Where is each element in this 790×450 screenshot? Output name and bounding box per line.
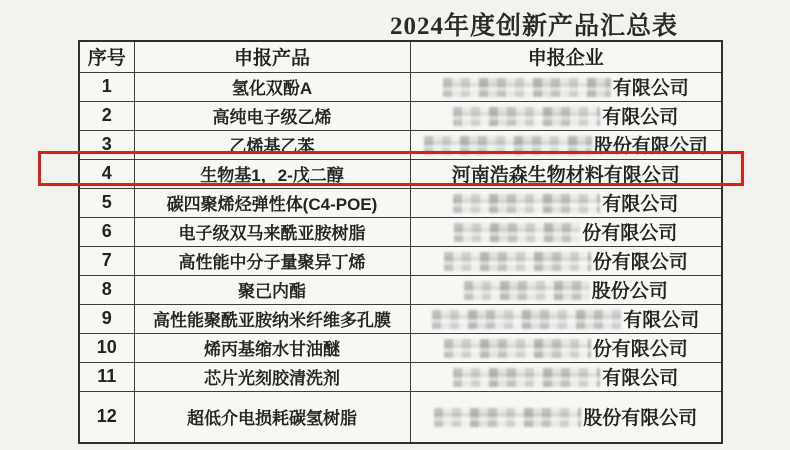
- redacted-company-text: [443, 78, 611, 97]
- table-row: [79, 362, 722, 391]
- company-name: 份有限公司: [592, 339, 688, 360]
- product-name: 高性能聚酰亚胺纳米纤维多孔膜: [134, 304, 410, 333]
- company-cell: [410, 217, 722, 246]
- page-title: 2024年度创新产品汇总表: [389, 13, 679, 40]
- row-number: 10: [79, 333, 134, 362]
- header-row: [79, 41, 722, 72]
- redacted-company-text: [434, 408, 581, 427]
- redacted-company-text: [432, 310, 621, 329]
- col-header-product: 申报产品: [134, 41, 410, 72]
- row-number: 4: [79, 159, 134, 188]
- products-table: [78, 40, 723, 444]
- product-name: 高性能中分子量聚异丁烯: [134, 246, 410, 275]
- company-cell: [410, 130, 722, 159]
- company-cell: [410, 333, 722, 362]
- company-name: 股份公司: [591, 281, 668, 302]
- company-name: 有限公司: [602, 194, 679, 215]
- table-row: [79, 304, 722, 333]
- company-cell: [410, 391, 722, 443]
- company-name: 股份有限公司: [583, 408, 698, 430]
- row-number: 7: [79, 246, 134, 275]
- row-number: 6: [79, 217, 134, 246]
- company-cell: [410, 362, 722, 391]
- col-header-no: 序号: [79, 41, 134, 72]
- product-name: 乙烯基乙苯: [134, 130, 410, 159]
- company-cell: [410, 159, 722, 188]
- product-name: 电子级双马来酰亚胺树脂: [134, 217, 410, 246]
- company-name: 份有限公司: [592, 252, 688, 273]
- product-name: 芯片光刻胶清洗剂: [134, 362, 410, 391]
- company-name: 河南浩森生物材料有限公司: [451, 165, 680, 186]
- company-name: 有限公司: [602, 107, 679, 128]
- company-name: 有限公司: [623, 310, 700, 331]
- redacted-company-text: [464, 281, 590, 300]
- redacted-company-text: [453, 107, 600, 126]
- product-name: 碳四聚烯烃弹性体(C4-POE): [134, 188, 410, 217]
- table-row: [79, 333, 722, 362]
- company-cell: [410, 304, 722, 333]
- row-number: 2: [79, 101, 134, 130]
- table-row: [79, 275, 722, 304]
- product-name: 烯丙基缩水甘油醚: [134, 333, 410, 362]
- col-header-company: 申报企业: [410, 41, 722, 72]
- row-number: 9: [79, 304, 134, 333]
- table-row: [79, 217, 722, 246]
- product-name: 生物基1，2-戊二醇: [134, 159, 410, 188]
- company-cell: [410, 188, 722, 217]
- table-row: [79, 246, 722, 275]
- product-name: 超低介电损耗碳氢树脂: [134, 391, 410, 443]
- table-row-highlighted: [79, 159, 722, 188]
- row-number: 11: [79, 362, 134, 391]
- row-number: 5: [79, 188, 134, 217]
- company-cell: [410, 72, 722, 101]
- company-name: 有限公司: [602, 368, 679, 389]
- redacted-company-text: [453, 194, 600, 213]
- table-row: [79, 188, 722, 217]
- company-name: 股份有限公司: [593, 136, 708, 157]
- company-name: 有限公司: [612, 78, 689, 99]
- product-name: 聚己内酯: [134, 275, 410, 304]
- company-cell: [410, 246, 722, 275]
- table-row: [79, 130, 722, 159]
- table-row: [79, 101, 722, 130]
- product-name: 高纯电子级乙烯: [134, 101, 410, 130]
- product-name: 氢化双酚A: [134, 72, 410, 101]
- row-number: 1: [79, 72, 134, 101]
- row-number: 8: [79, 275, 134, 304]
- redacted-company-text: [453, 368, 600, 387]
- row-number: 12: [79, 391, 134, 443]
- company-cell: [410, 275, 722, 304]
- redacted-company-text: [444, 339, 591, 358]
- redacted-company-text: [454, 223, 580, 242]
- table-row: [79, 72, 722, 101]
- company-name: 份有限公司: [582, 223, 678, 244]
- row-number: 3: [79, 130, 134, 159]
- company-cell: [410, 101, 722, 130]
- redacted-company-text: [424, 136, 592, 155]
- redacted-company-text: [444, 252, 591, 271]
- table-row: [79, 391, 722, 443]
